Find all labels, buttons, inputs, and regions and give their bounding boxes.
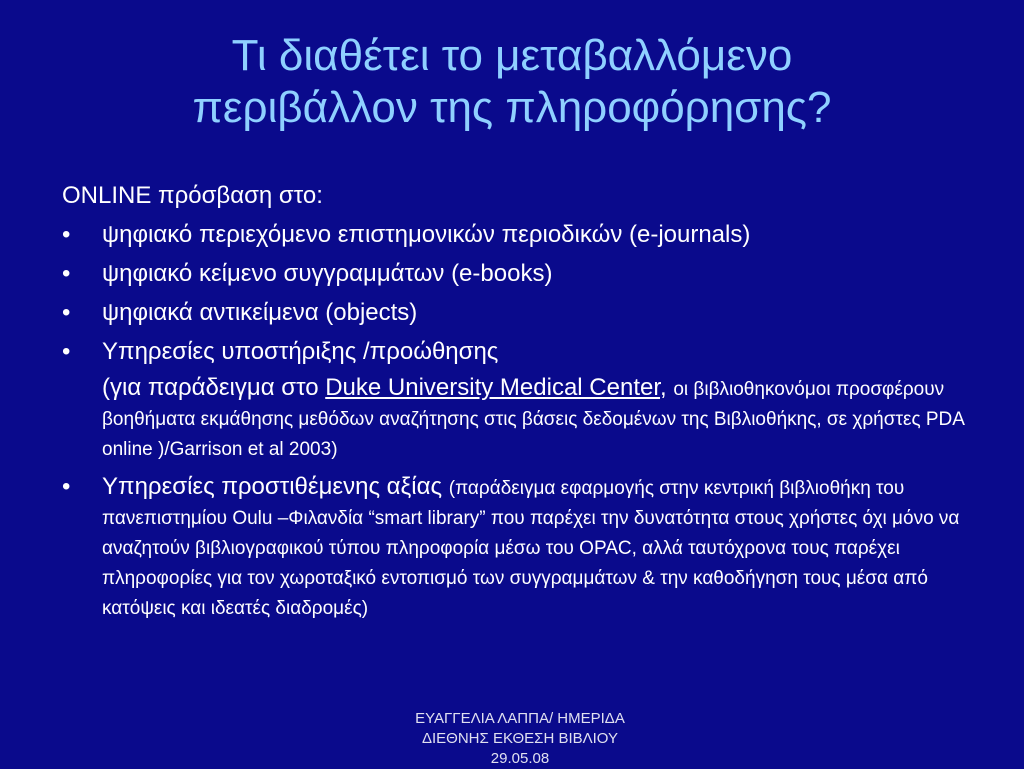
list-item-text: ψηφιακά αντικείμενα (objects) <box>102 299 418 326</box>
list-item-text: Υπηρεσίες υποστήριξης /προώθησης <box>102 338 499 365</box>
title-line-2: περιβάλλον της πληροφόρησης? <box>192 83 832 132</box>
slide-title <box>0 30 1024 134</box>
bullet-list <box>62 220 972 622</box>
example-paragraph <box>62 373 972 463</box>
example-text: οι βιβλιοθηκονόμοι προσφέρουν βοηθήματα εκμάθησης μεθόδων αναζήτησης στις βάσεις δεδομένων της Βιβλιοθήκης, σε χρήστες PDA online )/Garrison et al 2003) <box>102 379 964 460</box>
title-line-1: Τι διαθέτει το μεταβαλλόμενο <box>231 31 793 80</box>
slide-body <box>62 180 972 631</box>
list-item <box>62 298 972 328</box>
list-item <box>62 259 972 289</box>
slide-footer <box>380 709 660 769</box>
bullet-icon: • <box>62 473 71 500</box>
footer-line-1: ΕΥΑΓΓΕΛΙΑ ΛΑΠΠΑ/ ΗΜΕΡΙΔΑ <box>415 710 625 727</box>
example-comma: , <box>660 374 674 401</box>
example-prefix: (για παράδειγμα στο <box>102 374 326 401</box>
list-item <box>62 220 972 250</box>
bullet-icon: • <box>62 221 71 248</box>
list-item-text: ψηφιακό κείμενο συγγραμμάτων (e-books) <box>102 260 553 287</box>
footer-line-3: 29.05.08 <box>490 750 550 767</box>
list-item <box>62 337 972 367</box>
intro-text: ONLINE πρόσβαση στο: <box>62 182 323 209</box>
bullet-icon: • <box>62 338 71 365</box>
footer-line-2: ΔΙΕΘΝΗΣ ΕΚΘΕΣΗ ΒΙΒΛΙΟΥ <box>421 730 618 747</box>
value-added-lead: Υπηρεσίες προστιθέμενης αξίας <box>102 473 449 500</box>
bullet-icon: • <box>62 299 71 326</box>
bullet-icon: • <box>62 260 71 287</box>
value-added-text: (παράδειγμα εφαρμογής στην κεντρική βιβλιοθήκη του πανεπιστημίου Oulu –Φιλανδία “smart library” που παρέχει την δυνατότητα στους χρήστες όχι μόνο να αναζητούν βιβλιογραφικού τύπου πληροφορία μέσω του OPAC, αλλά ταυτόχρονα τους παρέχει πληροφορίες για τον χωροταξικό εντοπισμό των συγγραμμάτων & την καθοδήγηση τους μέσα από κατόψεις και ιδεατές διαδρομές) <box>102 478 960 619</box>
duke-link[interactable]: Duke University Medical Center <box>325 374 661 401</box>
list-item-text: ψηφιακό περιεχόμενο επιστημονικών περιοδικών (e-journals) <box>102 221 751 248</box>
list-item <box>62 472 972 622</box>
